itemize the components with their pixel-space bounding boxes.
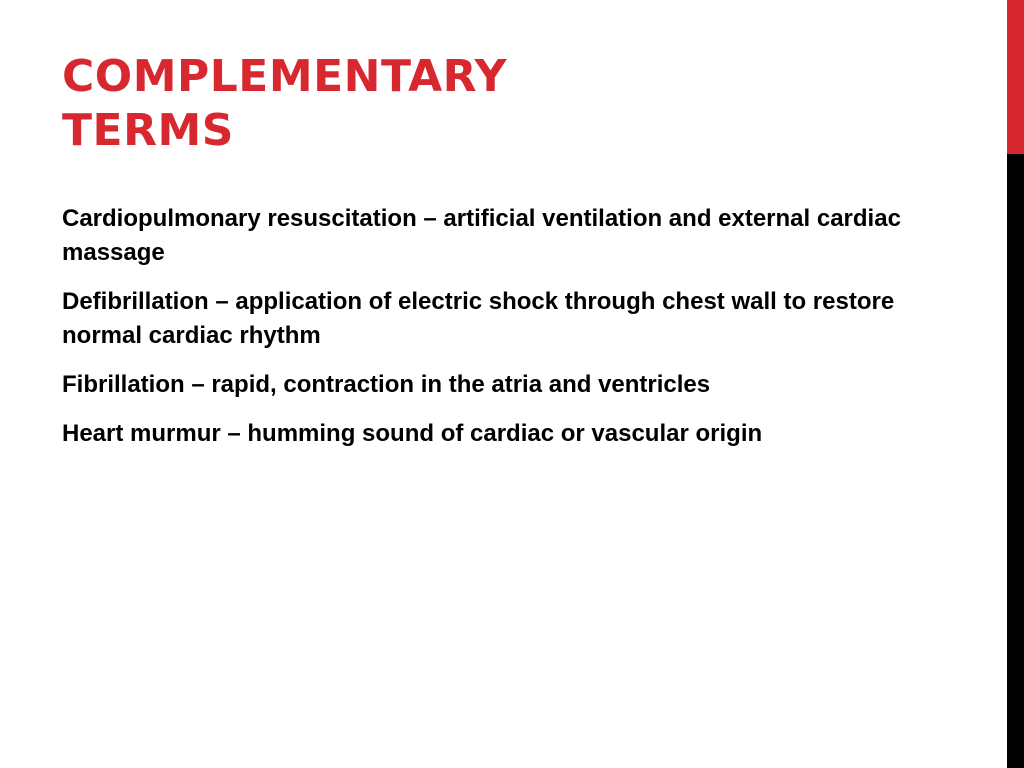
side-accent-bar	[1007, 0, 1024, 768]
side-accent-bar-red	[1007, 0, 1024, 154]
term-heart-murmur: Heart murmur – humming sound of cardiac or vascular origin	[62, 420, 763, 447]
term-cardiopulmonary-resuscitation: Cardiopulmonary resuscitation – artificial ventilation and external cardiac massage	[62, 205, 901, 266]
slide-title-line-1: COMPLEMENTARY	[62, 51, 507, 102]
term-defibrillation: Defibrillation – application of electric shock through chest wall to restore normal cardiac rhythm	[62, 288, 895, 349]
slide-title-line-2: TERMS	[62, 105, 234, 156]
slide-body	[62, 202, 962, 466]
term-fibrillation: Fibrillation – rapid, contraction in the atria and ventricles	[62, 371, 711, 398]
slide-title	[62, 50, 762, 158]
side-accent-bar-black	[1007, 154, 1024, 768]
